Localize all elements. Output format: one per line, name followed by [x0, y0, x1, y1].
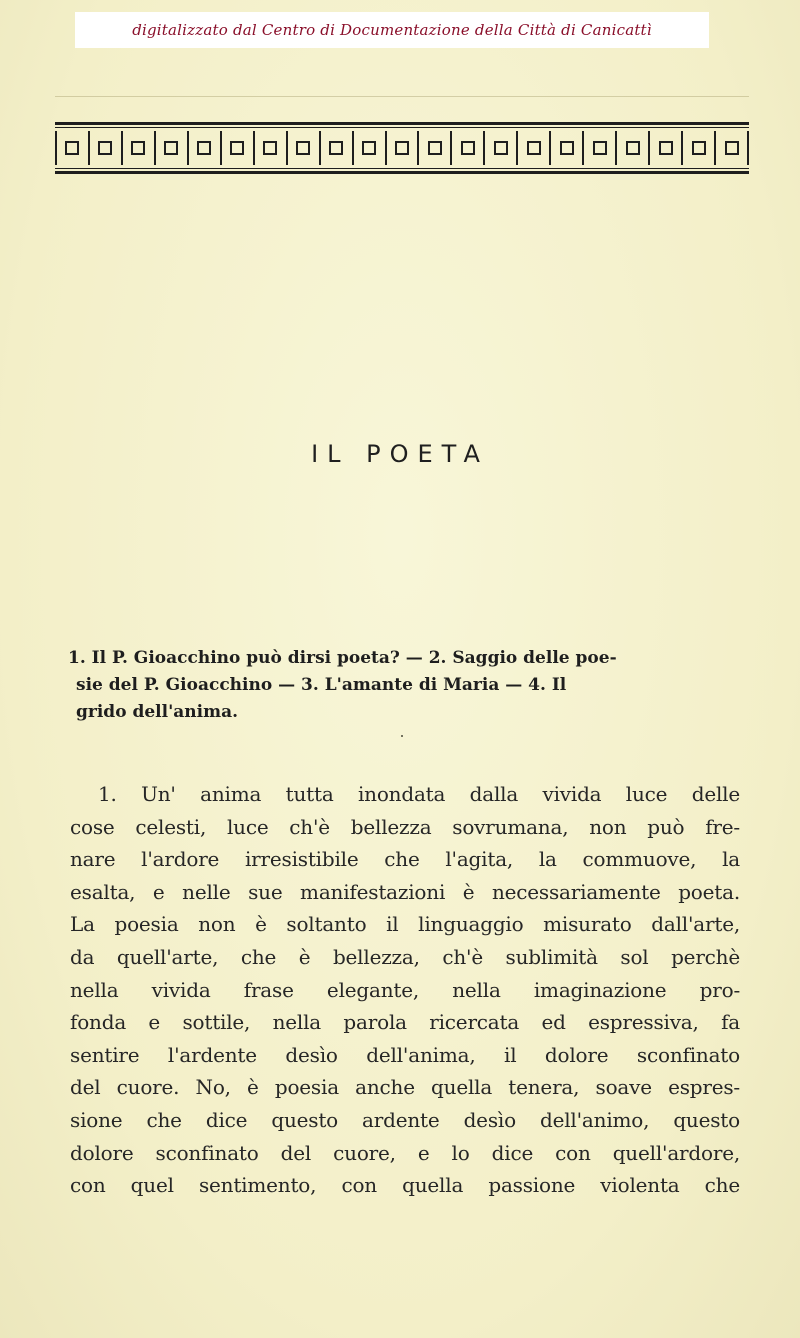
border-box	[354, 131, 387, 165]
body-line: nella vivida frase elegante, nella imaginazione pro-	[70, 977, 740, 1002]
border-inner-square	[461, 141, 475, 155]
border-box-row	[55, 131, 749, 165]
border-box	[419, 131, 452, 165]
border-box	[617, 131, 650, 165]
chapter-title: IL POETA	[311, 440, 489, 468]
border-inner-square	[263, 141, 277, 155]
body-line: fonda e sottile, nella parola ricercata ed espressiva, fa	[70, 1010, 740, 1035]
paper-speck	[401, 735, 403, 737]
border-bottom-thin-rule	[55, 168, 749, 169]
border-box	[255, 131, 288, 165]
body-paragraph	[70, 778, 740, 1202]
border-inner-square	[296, 141, 310, 155]
border-inner-square	[329, 141, 343, 155]
border-inner-square	[164, 141, 178, 155]
summary-line: sie del P. Gioacchino — 3. L'amante di Maria — 4. Il	[76, 675, 567, 695]
border-inner-square	[131, 141, 145, 155]
body-line: sione che dice questo ardente desìo dell'animo, questo	[70, 1107, 740, 1132]
border-box	[650, 131, 683, 165]
body-line: nare l'ardore irresistibile che l'agita, la commuove, la	[70, 847, 740, 872]
border-box	[716, 131, 749, 165]
border-inner-square	[692, 141, 706, 155]
border-box	[321, 131, 354, 165]
border-inner-square	[65, 141, 79, 155]
digitization-watermark: digitalizzato dal Centro di Documentazione della Città di Canicattì	[75, 12, 709, 48]
summary-line: grido dell'anima.	[76, 702, 239, 722]
border-inner-square	[527, 141, 541, 155]
border-inner-square	[560, 141, 574, 155]
summary-line: 1. Il P. Gioacchino può dirsi poeta? — 2. Saggio delle poe-	[68, 648, 617, 668]
border-inner-square	[197, 141, 211, 155]
chapter-summary	[68, 645, 740, 726]
border-box	[485, 131, 518, 165]
border-box	[222, 131, 255, 165]
border-box	[189, 131, 222, 165]
border-top-rule	[55, 122, 749, 125]
body-line: con quel sentimento, con quella passione violenta che	[70, 1173, 740, 1198]
border-box	[452, 131, 485, 165]
border-inner-square	[593, 141, 607, 155]
body-line: esalta, e nelle sue manifestazioni è necessariamente poeta.	[70, 879, 740, 904]
border-inner-square	[428, 141, 442, 155]
border-box	[683, 131, 716, 165]
border-box	[288, 131, 321, 165]
border-box	[551, 131, 584, 165]
border-inner-square	[494, 141, 508, 155]
border-bottom-rule	[55, 171, 749, 174]
border-inner-square	[230, 141, 244, 155]
body-line: da quell'arte, che è bellezza, ch'è sublimità sol perchè	[70, 944, 740, 969]
border-inner-square	[362, 141, 376, 155]
body-line: 1. Un' anima tutta inondata dalla vivida luce delle	[98, 782, 740, 806]
border-inner-square	[659, 141, 673, 155]
body-line: cose celesti, luce ch'è bellezza sovrumana, non può fre-	[70, 814, 740, 839]
body-line: del cuore. No, è poesia anche quella tenera, soave espres-	[70, 1075, 740, 1100]
body-line: dolore sconfinato del cuore, e lo dice con quell'ardore,	[70, 1140, 740, 1165]
border-inner-square	[626, 141, 640, 155]
border-box	[123, 131, 156, 165]
border-inner-square	[395, 141, 409, 155]
border-box	[57, 131, 90, 165]
bleed-through-rule	[55, 96, 749, 97]
border-box	[90, 131, 123, 165]
border-box	[584, 131, 617, 165]
body-line: La poesia non è soltanto il linguaggio misurato dall'arte,	[70, 912, 740, 937]
ornamental-header-border	[55, 122, 749, 175]
border-inner-square	[98, 141, 112, 155]
border-box	[156, 131, 189, 165]
border-inner-square	[725, 141, 739, 155]
border-box	[518, 131, 551, 165]
body-line: sentire l'ardente desìo dell'anima, il dolore sconfinato	[70, 1042, 740, 1067]
border-box	[387, 131, 420, 165]
border-top-thin-rule	[55, 127, 749, 128]
